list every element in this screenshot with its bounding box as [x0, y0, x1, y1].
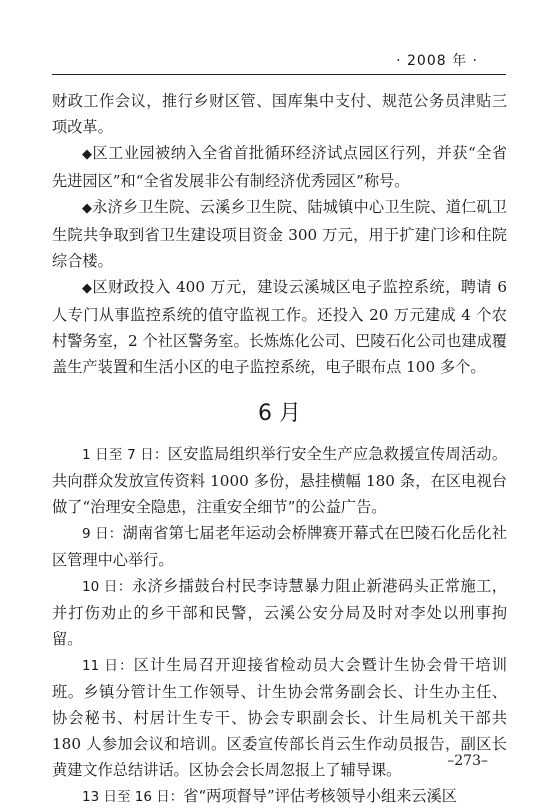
- diamond-bullet-icon: ◆: [82, 147, 93, 162]
- dated-entry: [52, 441, 507, 520]
- dated-entry: [52, 520, 507, 573]
- entry-text: 湖南省第七届老年运动会桥牌赛开幕式在巴陵石化岳化社区管理中心举行。: [52, 524, 507, 569]
- bullet-paragraph: ◆区工业园被纳入全省首批循环经济试点园区行列，并获“全省先进园区”和“全省发展非公有制经济优秀园区”称号。: [52, 144, 508, 190]
- dated-entry: [52, 652, 507, 783]
- bullet-paragraph: ◆永济乡卫生院、云溪乡卫生院、陆城镇中心卫生院、道仁矶卫生院共争取到省卫生建设项目资金 300 万元，用于扩建门诊和住院综合楼。: [52, 198, 508, 270]
- entry-date: 11 日：: [82, 658, 134, 674]
- section-title: 6 月: [258, 401, 301, 426]
- diamond-bullet-icon: ◆: [82, 201, 93, 216]
- dated-entry: [52, 783, 507, 810]
- entry-text: 区安监局组织举行安全生产应急救援宣传周活动。共向群众发放宣传资料 1000 多份，悬挂横幅 180 条，在区电视台做了“治理安全隐患，注重安全细节”的公益广告。: [52, 445, 507, 516]
- entry-text: 永济乡擂鼓台村民李诗慧暴力阻止新港码头正常施工，并打伤劝止的乡干部和民警，云溪公安分局及时对李处以刑事拘留。: [52, 577, 507, 648]
- entry-text: 区计生局召开迎接省检动员大会暨计生协会骨干培训班。乡镇分管计生工作领导、计生协会常务副会长、计生办主任、协会秘书、村居计生专干、协会专职副会长、计生局机关干部共 180 人参加会议和培训。区委宣传部长肖云生作动员报告，副区长黄建文作总结讲话。区协会会长周忽报上了辅导课。: [52, 656, 507, 779]
- entry-date: 9 日：: [82, 526, 123, 542]
- entry-date: 1 日至 7 日：: [82, 447, 168, 463]
- header-rule: [52, 74, 506, 75]
- page-number: –273–: [447, 753, 488, 769]
- page-body: [52, 88, 507, 810]
- entry-date: 13 日至 16 日：: [82, 789, 184, 805]
- paragraph-continued: 财政工作会议，推行乡财区管、国库集中支付、规范公务员津贴三项改革。: [52, 92, 507, 136]
- dated-entry: [52, 573, 507, 652]
- entry-date: 10 日：: [82, 579, 132, 595]
- bullet-paragraph: ◆区财政投入 400 万元，建设云溪城区电子监控系统，聘请 6 人专门从事监控系统的值守监视工作。还投入 20 万元建成 4 个农村警务室，2 个社区警务室。长炼炼化公司、巴陵石化公司也建成覆盖生产装置和生活小区的电子监控系统，电子眼布点 100 多个。: [52, 278, 507, 376]
- running-header-year: · 2008 年 ·: [396, 53, 478, 69]
- entry-text: 省“两项督导”评估考核领导小组来云溪区: [183, 787, 457, 805]
- diamond-bullet-icon: ◆: [82, 281, 93, 296]
